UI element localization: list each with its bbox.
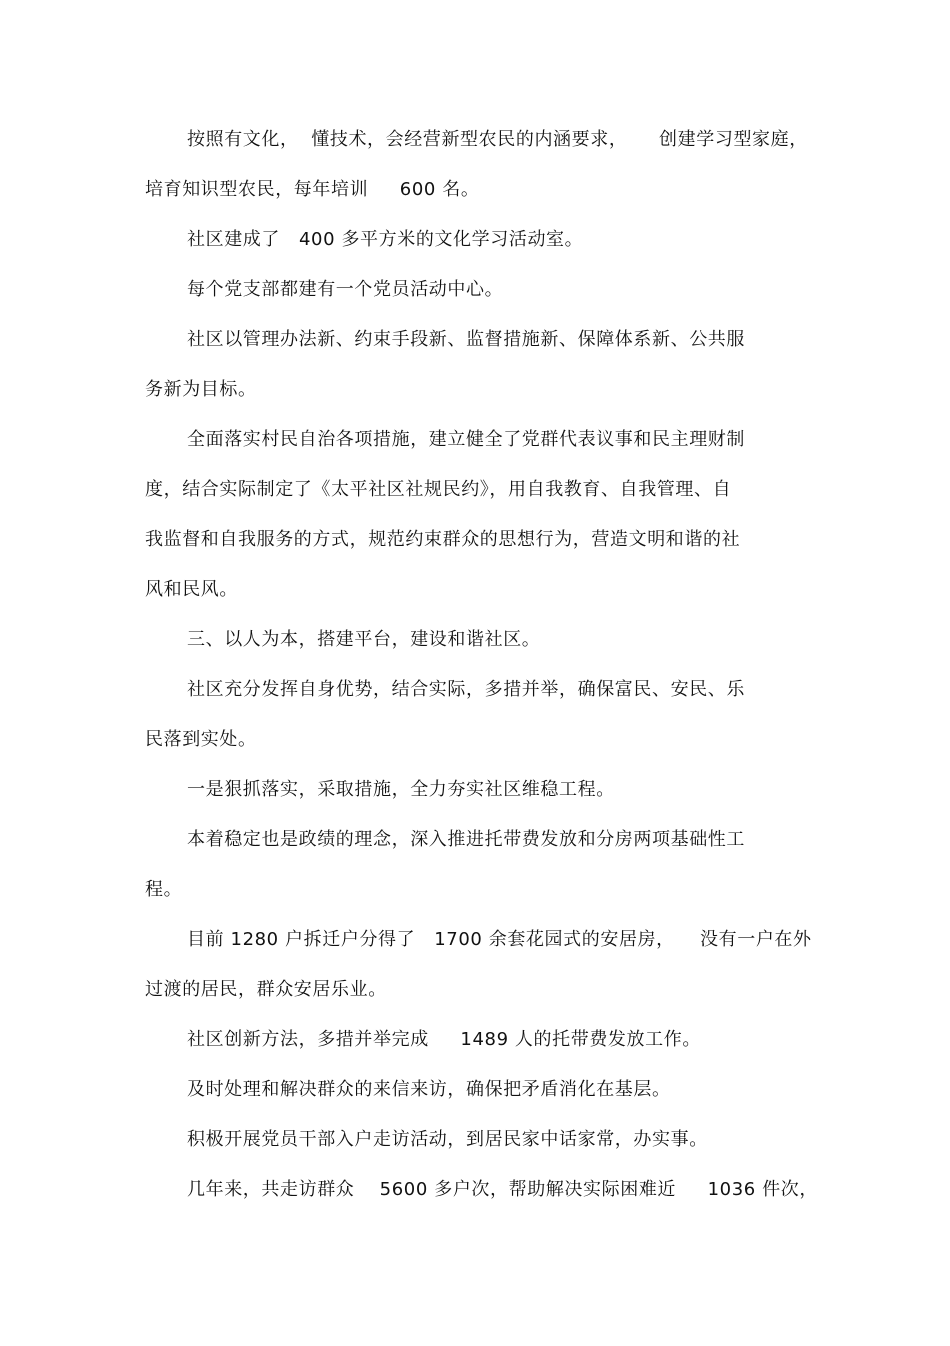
text-line: 培育知识型农民，每年培训 600 名。 xyxy=(145,179,480,200)
text-line: 按照有文化， 懂技术，会经营新型农民的内涵要求， 创建学习型家庭， xyxy=(187,129,808,150)
text-line: 目前 1280 户拆迁户分得了 1700 余套花园式的安居房， 没有一户在外 xyxy=(187,929,812,950)
text-line: 本着稳定也是政绩的理念，深入推进托带费发放和分房两项基础性工 xyxy=(187,829,745,850)
text-line: 社区以管理办法新、约束手段新、监督措施新、保障体系新、公共服 xyxy=(187,329,745,350)
text-line: 过渡的居民，群众安居乐业。 xyxy=(145,979,387,1000)
text-line: 我监督和自我服务的方式，规范约束群众的思想行为，营造文明和谐的社 xyxy=(145,529,741,550)
text-line: 民落到实处。 xyxy=(145,729,257,750)
text-line: 积极开展党员干部入户走访活动，到居民家中话家常，办实事。 xyxy=(187,1129,708,1150)
text-line: 社区充分发挥自身优势，结合实际，多措并举，确保富民、安民、乐 xyxy=(187,679,745,700)
text-line: 每个党支部都建有一个党员活动中心。 xyxy=(187,279,504,300)
text-line: 社区创新方法，多措并举完成 1489 人的托带费发放工作。 xyxy=(187,1029,701,1050)
section-heading: 三、以人为本，搭建平台，建设和谐社区。 xyxy=(187,629,541,650)
text-line: 及时处理和解决群众的来信来访，确保把矛盾消化在基层。 xyxy=(187,1079,671,1100)
text-line: 务新为目标。 xyxy=(145,379,257,400)
text-line: 全面落实村民自治各项措施，建立健全了党群代表议事和民主理财制 xyxy=(187,429,745,450)
text-line: 程。 xyxy=(145,879,183,900)
text-line: 几年来，共走访群众 5600 多户次，帮助解决实际困难近 1036 件次， xyxy=(187,1179,818,1200)
text-line: 风和民风。 xyxy=(145,579,238,600)
text-line: 度，结合实际制定了《太平社区社规民约》，用自我教育、自我管理、自 xyxy=(145,479,732,500)
text-line: 社区建成了 400 多平方米的文化学习活动室。 xyxy=(187,229,584,250)
text-line: 一是狠抓落实，采取措施，全力夯实社区维稳工程。 xyxy=(187,779,615,800)
